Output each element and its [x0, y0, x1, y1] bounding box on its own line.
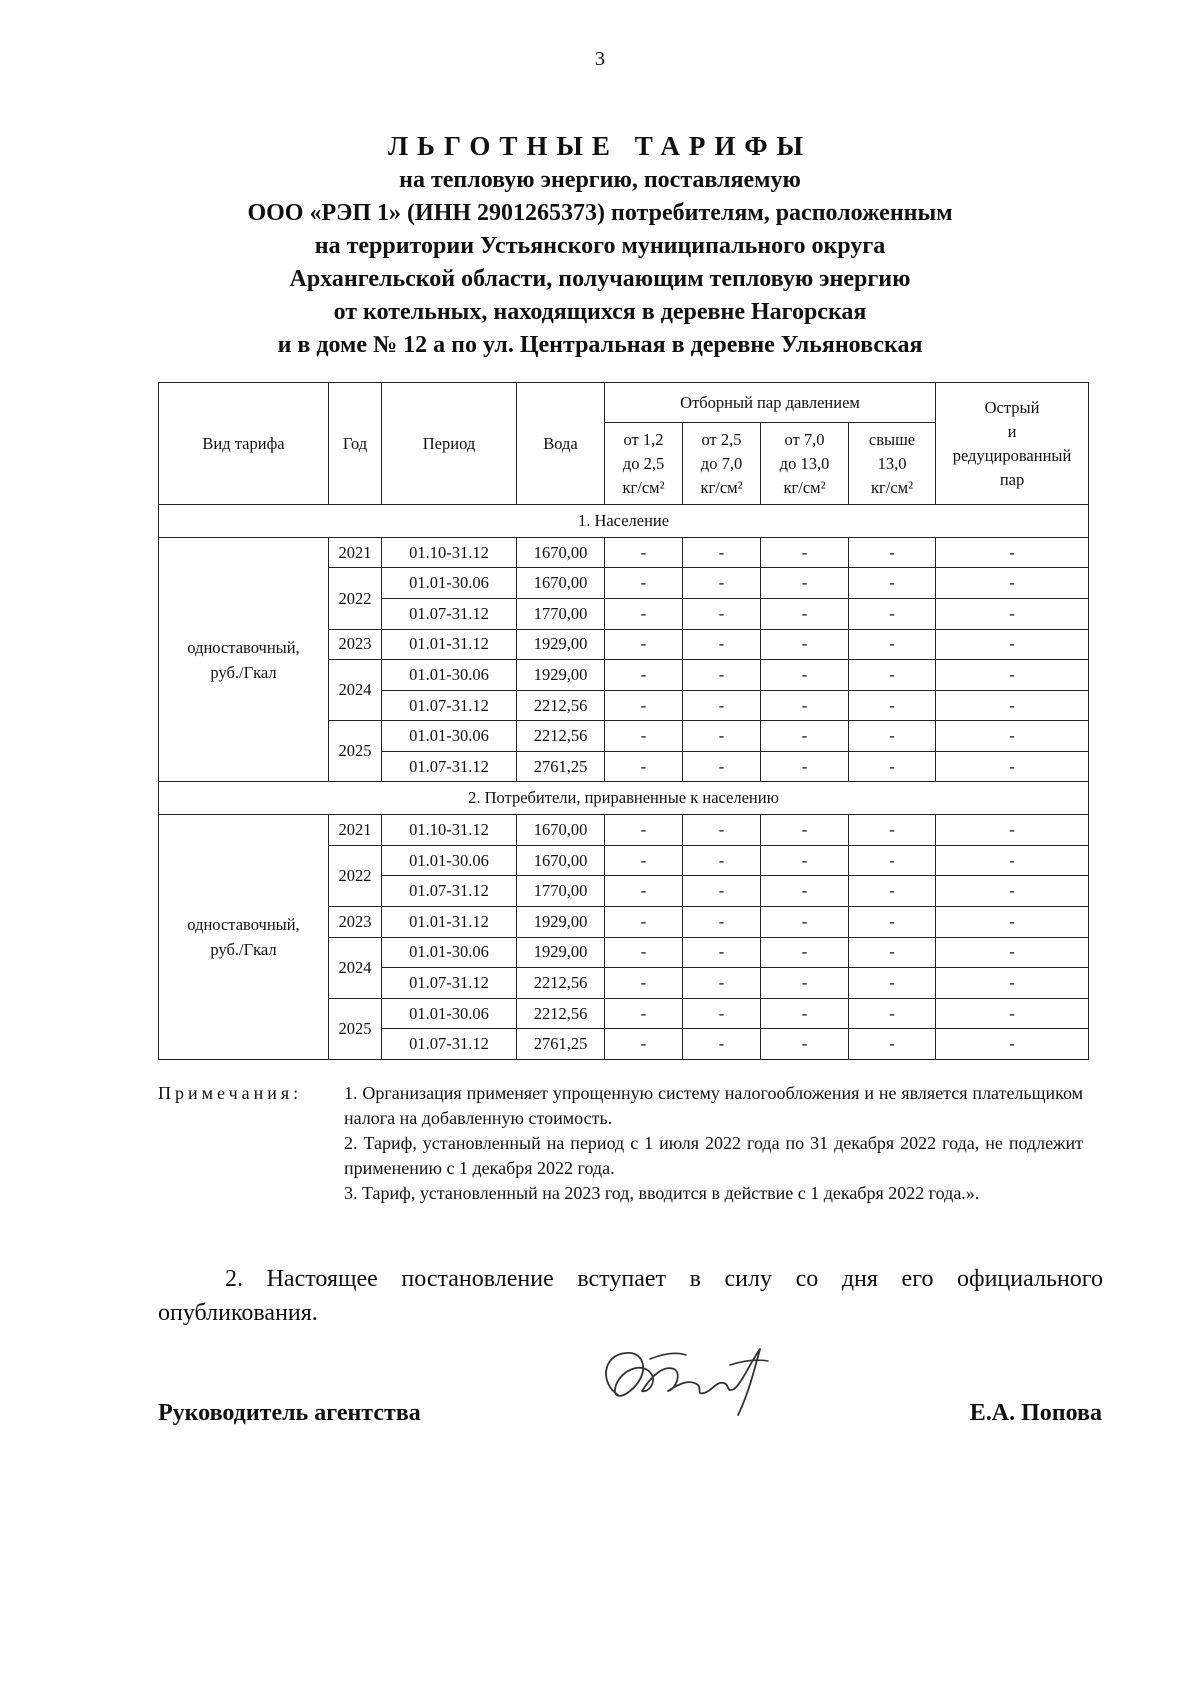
steam-tariff-cell: -	[761, 660, 849, 691]
header-period: Период	[382, 383, 517, 505]
steam-tariff-cell: -	[605, 537, 683, 568]
year-cell: 2022	[329, 845, 382, 906]
steam-tariff-cell: -	[849, 876, 936, 907]
resolution-clause: 2. Настоящее постановление вступает в силу со дня его официального опубликования.	[158, 1266, 1103, 1326]
steam-tariff-cell: -	[849, 937, 936, 968]
steam-tariff-cell: -	[849, 721, 936, 752]
steam-tariff-cell: -	[761, 721, 849, 752]
period-cell: 01.01-30.06	[382, 845, 517, 876]
steam-tariff-cell: -	[936, 690, 1089, 721]
steam-tariff-cell: -	[683, 751, 761, 782]
steam-tariff-cell: -	[683, 968, 761, 999]
steam-tariff-cell: -	[849, 907, 936, 938]
period-cell: 01.01-30.06	[382, 660, 517, 691]
header-sharp-steam-line: редуцированный	[952, 445, 1072, 465]
section-title-row	[159, 782, 1089, 815]
water-tariff-cell: 2212,56	[517, 998, 605, 1029]
header-steam-line: от 1,2	[623, 429, 664, 449]
water-tariff-cell: 2212,56	[517, 721, 605, 752]
water-tariff-cell: 1770,00	[517, 599, 605, 630]
period-cell: 01.07-31.12	[382, 1029, 517, 1060]
tariff-table	[158, 382, 1089, 1060]
steam-tariff-cell: -	[683, 660, 761, 691]
steam-tariff-cell: -	[936, 751, 1089, 782]
steam-tariff-cell: -	[936, 815, 1089, 846]
table-row	[159, 537, 1089, 568]
water-tariff-cell: 1929,00	[517, 907, 605, 938]
steam-tariff-cell: -	[761, 690, 849, 721]
water-tariff-cell: 1770,00	[517, 876, 605, 907]
period-cell: 01.01-30.06	[382, 937, 517, 968]
header-steam-line: от 2,5	[701, 429, 742, 449]
steam-tariff-cell: -	[683, 599, 761, 630]
tariff-type-cell	[159, 815, 329, 1060]
period-cell: 01.01-30.06	[382, 998, 517, 1029]
title-line: Архангельской области, получающим тепловую энергию	[289, 266, 911, 292]
steam-tariff-cell: -	[605, 690, 683, 721]
steam-tariff-cell: -	[849, 845, 936, 876]
steam-tariff-cell: -	[683, 845, 761, 876]
steam-tariff-cell: -	[936, 845, 1089, 876]
steam-tariff-cell: -	[605, 937, 683, 968]
tariff-type-line: руб./Гкал	[210, 662, 277, 682]
note-item: 3. Тариф, установленный на 2023 год, вводится в действие с 1 декабря 2022 года.».	[344, 1183, 980, 1203]
header-sharp-steam-line: пар	[999, 469, 1025, 489]
header-steam-line: кг/см²	[622, 477, 665, 497]
title-line: на тепловую энергию, поставляемую	[399, 167, 801, 193]
header-sharp-steam-line: и	[1007, 421, 1017, 441]
steam-tariff-cell: -	[936, 876, 1089, 907]
steam-tariff-cell: -	[936, 1029, 1089, 1060]
year-cell: 2021	[329, 537, 382, 568]
water-tariff-cell: 1670,00	[517, 845, 605, 876]
title-line: и в доме № 12 а по ул. Центральная в деревне Ульяновская	[277, 332, 923, 358]
steam-tariff-cell: -	[936, 629, 1089, 660]
water-tariff-cell: 2212,56	[517, 690, 605, 721]
tariff-table-body	[159, 505, 1089, 1060]
year-cell: 2023	[329, 629, 382, 660]
steam-tariff-cell: -	[683, 568, 761, 599]
water-tariff-cell: 1670,00	[517, 537, 605, 568]
year-cell: 2023	[329, 907, 382, 938]
title-line: от котельных, находящихся в деревне Нагорская	[333, 299, 867, 325]
header-water: Вода	[517, 383, 605, 505]
steam-tariff-cell: -	[849, 1029, 936, 1060]
steam-tariff-cell: -	[849, 751, 936, 782]
water-tariff-cell: 2761,25	[517, 751, 605, 782]
steam-tariff-cell: -	[761, 599, 849, 630]
steam-tariff-cell: -	[936, 599, 1089, 630]
steam-tariff-cell: -	[761, 876, 849, 907]
steam-tariff-cell: -	[761, 845, 849, 876]
signatory-position: Руководитель агентства	[158, 1400, 421, 1426]
water-tariff-cell: 1929,00	[517, 629, 605, 660]
title-main: ЛЬГОТНЫЕ ТАРИФЫ	[387, 131, 813, 161]
steam-tariff-cell: -	[761, 1029, 849, 1060]
period-cell: 01.10-31.12	[382, 815, 517, 846]
steam-tariff-cell: -	[849, 968, 936, 999]
steam-tariff-cell: -	[936, 937, 1089, 968]
steam-tariff-cell: -	[683, 815, 761, 846]
header-steam-2	[683, 423, 761, 505]
steam-tariff-cell: -	[761, 968, 849, 999]
steam-tariff-cell: -	[605, 845, 683, 876]
header-sharp-steam-line: Острый	[984, 397, 1040, 417]
steam-tariff-cell: -	[761, 568, 849, 599]
steam-tariff-cell: -	[605, 721, 683, 752]
header-steam-line: кг/см²	[700, 477, 743, 497]
year-cell: 2024	[329, 937, 382, 998]
steam-tariff-cell: -	[849, 690, 936, 721]
year-cell: 2024	[329, 660, 382, 721]
steam-tariff-cell: -	[849, 568, 936, 599]
period-cell: 01.10-31.12	[382, 537, 517, 568]
header-steam-4	[849, 423, 936, 505]
header-steam-line: до 13,0	[779, 453, 830, 473]
steam-tariff-cell: -	[683, 629, 761, 660]
steam-tariff-cell: -	[936, 568, 1089, 599]
tariff-type-line: руб./Гкал	[210, 940, 277, 960]
steam-tariff-cell: -	[849, 998, 936, 1029]
steam-tariff-cell: -	[683, 1029, 761, 1060]
steam-tariff-cell: -	[605, 876, 683, 907]
water-tariff-cell: 1929,00	[517, 660, 605, 691]
header-steam-line: 13,0	[877, 453, 907, 473]
period-cell: 01.07-31.12	[382, 751, 517, 782]
steam-tariff-cell: -	[761, 907, 849, 938]
steam-tariff-cell: -	[761, 537, 849, 568]
header-steam-line: от 7,0	[784, 429, 825, 449]
header-steam-3	[761, 423, 849, 505]
steam-tariff-cell: -	[683, 537, 761, 568]
tariff-type-line: одноставочный,	[187, 637, 300, 657]
section-title-row	[159, 505, 1089, 538]
steam-tariff-cell: -	[936, 721, 1089, 752]
note-item: 1. Организация применяет упрощенную систему налогообложения и не является плательщиком налога на добавленную стоимость.	[344, 1083, 1083, 1128]
table-row	[159, 815, 1089, 846]
steam-tariff-cell: -	[849, 660, 936, 691]
period-cell: 01.07-31.12	[382, 876, 517, 907]
header-steam-line: свыше	[868, 429, 916, 449]
header-steam-line: кг/см²	[870, 477, 914, 497]
section-title: 2. Потребители, приравненные к населению	[159, 782, 1089, 815]
period-cell: 01.01-30.06	[382, 721, 517, 752]
water-tariff-cell: 2212,56	[517, 968, 605, 999]
title-line: на территории Устьянского муниципального округа	[314, 233, 886, 259]
steam-tariff-cell: -	[761, 998, 849, 1029]
steam-tariff-cell: -	[605, 998, 683, 1029]
steam-tariff-cell: -	[605, 1029, 683, 1060]
header-sharp-steam	[936, 383, 1089, 505]
steam-tariff-cell: -	[605, 907, 683, 938]
steam-tariff-cell: -	[849, 537, 936, 568]
steam-tariff-cell: -	[761, 751, 849, 782]
header-steam-line: кг/см²	[783, 477, 826, 497]
year-cell: 2021	[329, 815, 382, 846]
header-steam-1	[605, 423, 683, 505]
period-cell: 01.01-30.06	[382, 568, 517, 599]
steam-tariff-cell: -	[849, 629, 936, 660]
water-tariff-cell: 1929,00	[517, 937, 605, 968]
steam-tariff-cell: -	[683, 998, 761, 1029]
steam-tariff-cell: -	[605, 751, 683, 782]
period-cell: 01.01-31.12	[382, 629, 517, 660]
steam-tariff-cell: -	[605, 660, 683, 691]
tariff-type-cell	[159, 537, 329, 782]
steam-tariff-cell: -	[683, 721, 761, 752]
steam-tariff-cell: -	[936, 907, 1089, 938]
steam-tariff-cell: -	[936, 660, 1089, 691]
period-cell: 01.07-31.12	[382, 690, 517, 721]
note-item: 2. Тариф, установленный на период с 1 июля 2022 года по 31 декабря 2022 года, не подлежит применению с 1 декабря 2022 года.	[344, 1133, 1083, 1178]
header-steam-line: до 2,5	[622, 453, 665, 473]
water-tariff-cell: 2761,25	[517, 1029, 605, 1060]
year-cell: 2025	[329, 998, 382, 1059]
steam-tariff-cell: -	[683, 690, 761, 721]
steam-tariff-cell: -	[683, 876, 761, 907]
signatory-name: Е.А. Попова	[969, 1400, 1102, 1426]
header-steam-line: до 7,0	[700, 453, 743, 473]
steam-tariff-cell: -	[936, 968, 1089, 999]
title-line: ООО «РЭП 1» (ИНН 2901265373) потребителям, расположенным	[247, 200, 953, 226]
document-title	[150, 128, 1050, 362]
header-year: Год	[329, 383, 382, 505]
steam-tariff-cell: -	[761, 629, 849, 660]
handwritten-signature	[590, 1335, 780, 1425]
steam-tariff-cell: -	[683, 937, 761, 968]
steam-tariff-cell: -	[605, 815, 683, 846]
year-cell: 2022	[329, 568, 382, 629]
steam-tariff-cell: -	[849, 599, 936, 630]
period-cell: 01.07-31.12	[382, 968, 517, 999]
steam-tariff-cell: -	[605, 629, 683, 660]
page-number: 3	[595, 48, 605, 70]
year-cell: 2025	[329, 721, 382, 782]
notes-label: Примечания:	[158, 1083, 303, 1103]
steam-tariff-cell: -	[761, 815, 849, 846]
steam-tariff-cell: -	[936, 998, 1089, 1029]
header-tariff-type: Вид тарифа	[159, 383, 329, 505]
steam-tariff-cell: -	[605, 568, 683, 599]
period-cell: 01.07-31.12	[382, 599, 517, 630]
water-tariff-cell: 1670,00	[517, 568, 605, 599]
steam-tariff-cell: -	[605, 968, 683, 999]
steam-tariff-cell: -	[936, 537, 1089, 568]
section-title: 1. Население	[159, 505, 1089, 538]
period-cell: 01.01-31.12	[382, 907, 517, 938]
water-tariff-cell: 1670,00	[517, 815, 605, 846]
steam-tariff-cell: -	[761, 937, 849, 968]
steam-tariff-cell: -	[683, 907, 761, 938]
tariff-type-line: одноставочный,	[187, 915, 300, 935]
notes-block	[158, 1081, 1083, 1206]
steam-tariff-cell: -	[605, 599, 683, 630]
steam-tariff-cell: -	[849, 815, 936, 846]
header-steam-group: Отборный пар давлением	[605, 383, 936, 423]
